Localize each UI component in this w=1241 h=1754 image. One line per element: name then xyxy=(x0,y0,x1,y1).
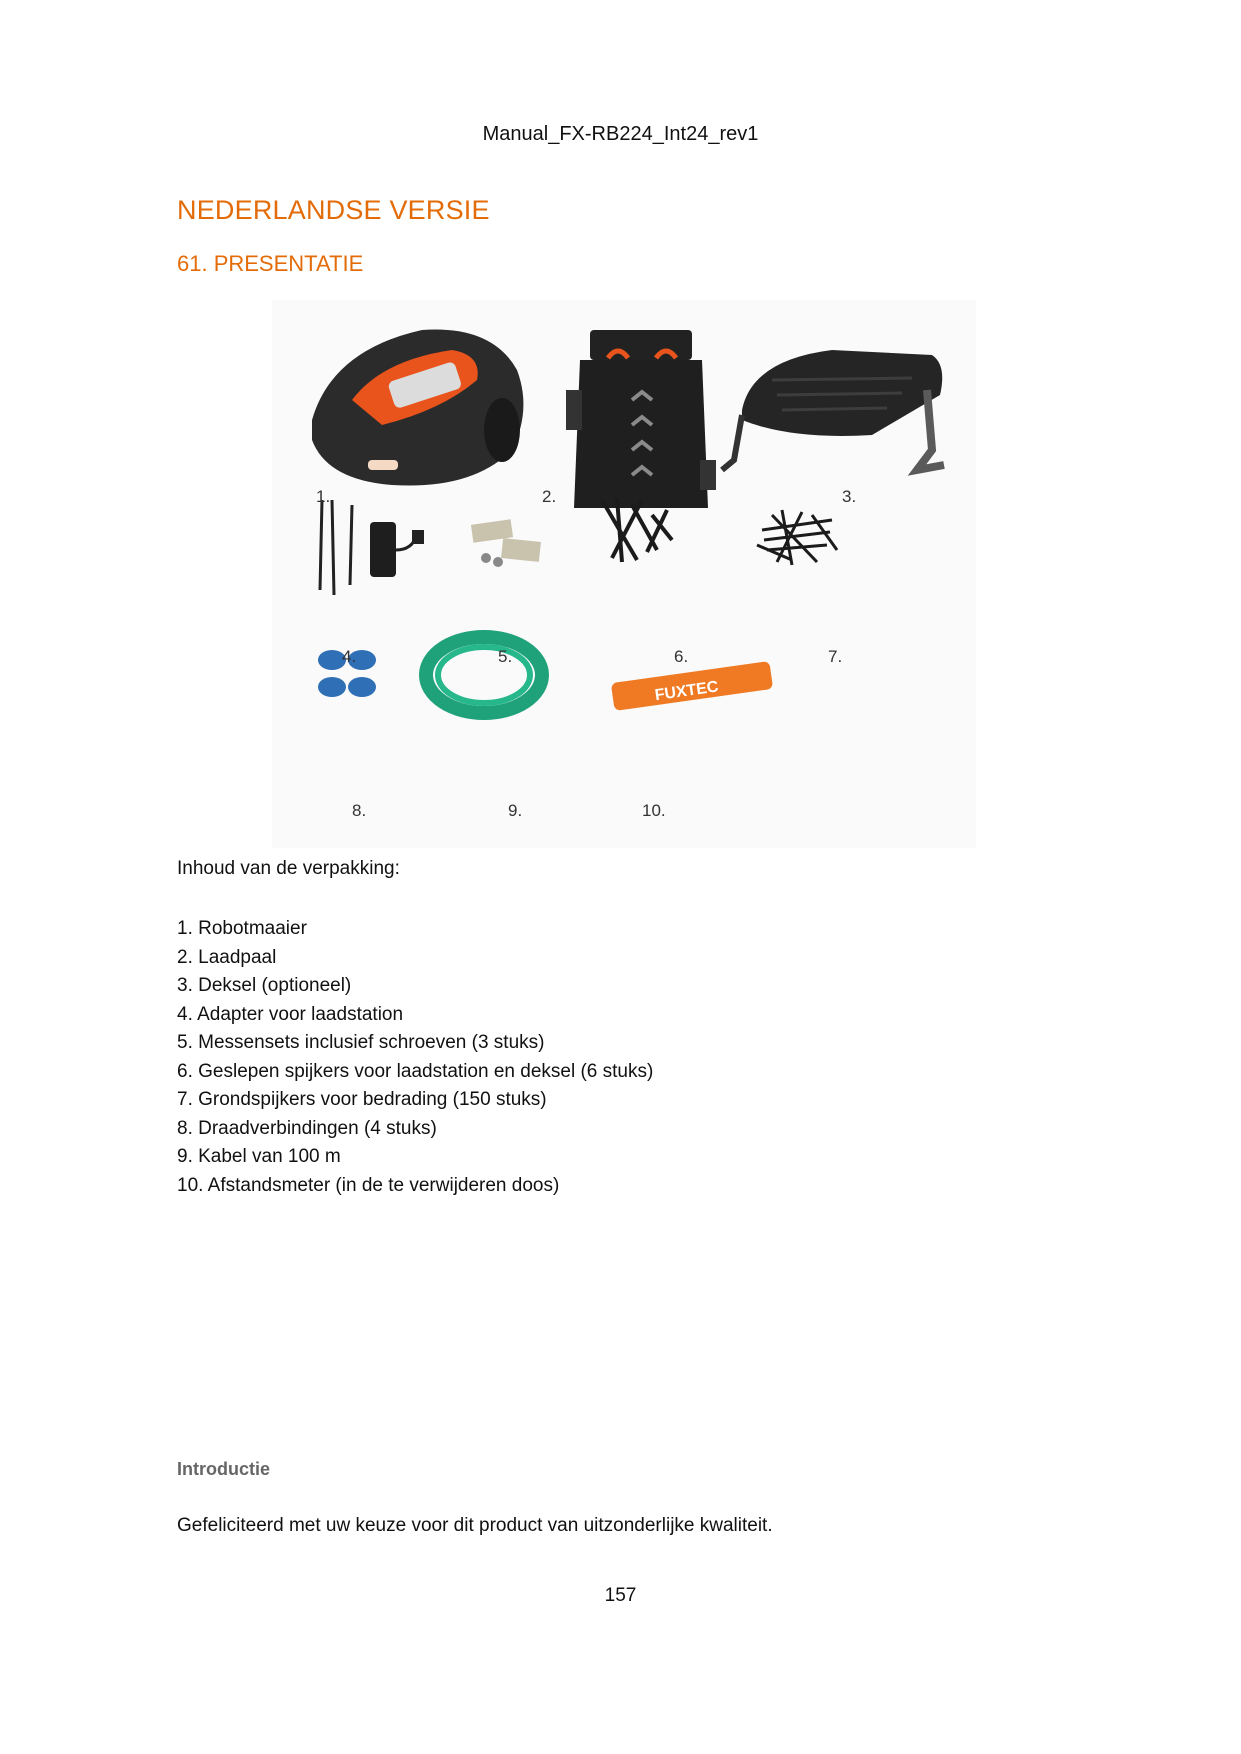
introduction-heading: Introductie xyxy=(177,1459,270,1479)
list-item: 3. Deksel (optioneel) xyxy=(177,975,352,996)
ground-pegs-illustration xyxy=(757,510,837,565)
distance-meter-illustration xyxy=(611,661,773,711)
figure-label: 10. xyxy=(642,801,666,820)
charging-station-illustration xyxy=(566,330,716,508)
list-item: 9. Kabel van 100 m xyxy=(177,1146,341,1167)
figure-label: 6. xyxy=(674,647,689,666)
page-number: 157 xyxy=(604,1585,637,1606)
package-contents-figure xyxy=(272,300,976,848)
list-item: 10. Afstandsmeter (in de te verwijderen doos) xyxy=(177,1174,560,1196)
list-item: 8. Draadverbindingen (4 stuks) xyxy=(177,1117,437,1139)
introduction-text: Gefeliciteerd met uw keuze voor dit product van uitzonderlijke kwaliteit. xyxy=(177,1515,773,1536)
list-item: 1. Robotmaaier xyxy=(177,918,307,939)
adapter-illustration xyxy=(320,500,424,595)
list-item: 6. Geslepen spijkers voor laadstation en deksel (6 stuks) xyxy=(177,1060,654,1082)
blades-illustration xyxy=(471,519,541,567)
figure-label: 1. xyxy=(316,487,331,506)
list-item: 5. Messensets inclusief schroeven (3 stuks) xyxy=(177,1032,545,1053)
contents-intro: Inhoud van de verpakking: xyxy=(177,858,400,879)
cover-illustration xyxy=(722,350,944,470)
figure-label: 2. xyxy=(542,487,557,506)
brand-logo-text: FUXTEC xyxy=(653,678,720,705)
list-item: 4. Adapter voor laadstation xyxy=(177,1003,404,1025)
list-item: 7. Grondspijkers voor bedrading (150 stuks) xyxy=(177,1089,547,1110)
figure-label: 9. xyxy=(508,801,523,820)
contents-list xyxy=(177,915,653,1200)
section-subtitle: 61. PRESENTATIE xyxy=(177,251,364,276)
figure-label: 3. xyxy=(842,487,857,506)
list-item: 2. Laadpaal xyxy=(177,946,277,968)
figure-label: 4. xyxy=(342,647,357,666)
document-header: Manual_FX-RB224_Int24_rev1 xyxy=(482,123,759,145)
figure-label: 7. xyxy=(828,647,843,666)
cable-coil-illustration xyxy=(426,637,542,713)
section-title: NEDERLANDSE VERSIE xyxy=(177,195,490,225)
robot-mower-illustration xyxy=(312,330,523,486)
figure-label: 5. xyxy=(498,647,513,666)
figure-label: 8. xyxy=(352,801,367,820)
